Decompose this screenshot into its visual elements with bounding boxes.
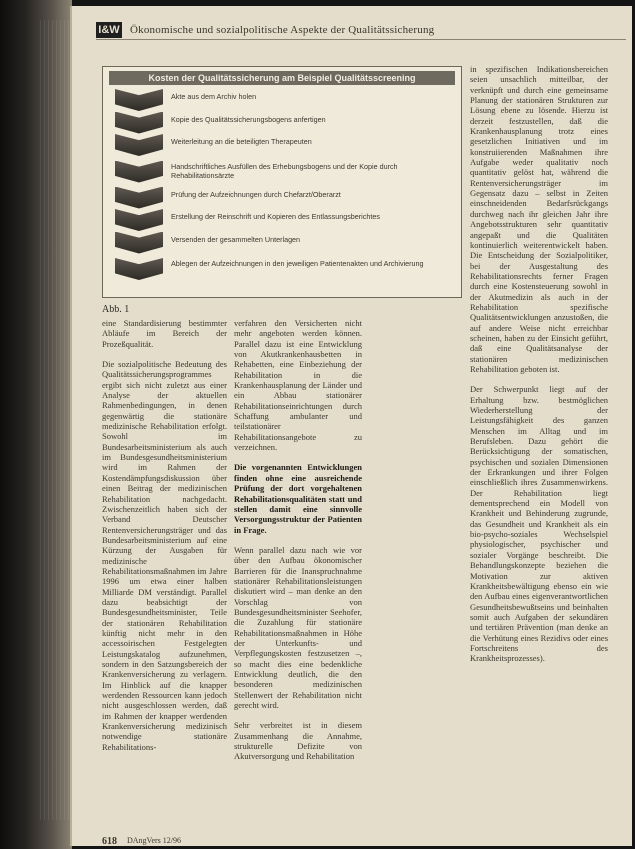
paragraph: in spezifischen Indikationsbereichen seien unsachlich mitteilbar, der verknüpft und durch eine gemeinsame Planung der stationären Strukturen zur Lösung ebene zu lösende. Hierzu ist derzeit festzustellen, daß die Krankenhausplanung trotz eines gesetzlichen Initiativen und im konstruiierenden Maßnahmen ihre Aufgabe weder qualitativ noch quantitativ gelöst hat, während die Rentenversicherungsträger im Gegensatz dazu – selbst in Zeiten einschneidenden Bedarfsrückgangs durchweg nach ihr gleichen Jahr ihre Angebotsstrukturen sehr quantitativ angepaßt und die Qualitäten kontinuierlich weiterentwickelt haben. Die Entscheidung der Sozialpolitiker, bei der Ausgestaltung des Rehabilitationsrechts ferner Fragen durch eine Kostensteuerung sowohl in der Akutmedizin als auch in der Rehabilitation spezifische Qualitätsentwicklungen anzustoßen, die auf andere Weise nicht erreichbar scheinen, haben zu der Einsicht geführt, daß eine Qualitätsanalyse der stationären medizinischen Rehabilitation geboten ist. (470, 64, 608, 374)
paragraph: Wenn parallel dazu nach wie vor über den Aufbau ökonomischer Barrieren für die Inanspruchnahme stationärer Rehabilitationsleistungen diskutiert wird – man denke an den Vorschlag von Bundesgesundheitsminister Seehofer, die Zuzahlung für stationäre Rehabilitationsmaßnahmen in Höhe der Unterkunfts- und Verpflegungskosten festzusetzen –, so macht dies eine bedenkliche Entwicklung deutlich, die den besonderen medizinischen Stellenwert der Rehabilitation nicht gerecht wird. (234, 544, 362, 711)
running-header (96, 20, 626, 40)
step-label: Weiterleitung an die beteiligten Therapeuten (171, 137, 312, 146)
process-step (115, 134, 455, 157)
text-column-2 (234, 318, 362, 826)
text-column-1 (102, 318, 227, 826)
process-step (115, 187, 455, 210)
step-label: Handschriftliches Ausfüllen des Erhebungsbogens und der Kopie durch Rehabilitationsärzte (171, 161, 398, 180)
chevron-arrow-icon (115, 89, 163, 111)
page-stack (40, 20, 70, 820)
process-step (115, 89, 455, 112)
header-title: Ökonomische und sozialpolitische Aspekte der Qualitätssicherung (130, 23, 435, 36)
process-step (115, 209, 455, 232)
paragraph: Der Schwerpunkt liegt auf der Erhaltung bzw. bestmöglichen Wiederherstellung der Leistungsfähigkeit des ganzen Menschen im Alltag und im Berufsleben. Dazu gehört die Berücksichtigung der somatischen, psychischen und sozialen Dimensionen der Erkrankungen und ihrer Folgen einschließlich ihres Zusammenwirkens. Der Rehabilitation liegt dementsprechend ein Modell von Krankheit und Behinderung zugrunde, das Gesundheit und Krankheit als ein bio-psycho-soziales Wechselspiel physiologischer, psychischer und sozialer Vorgänge beschreibt. Die Behandlungskonzepte beziehen die Motivation zur aktiven Krankheitsbewältigung ebenso ein wie den Aufbau eines eigenverantwortlichen Gesundheitsbewußtseins und beinhalten somit auch Aufgaben der sekundären und tertiären Prävention (man denke an die Verhütung eines Rezidivs oder eines Fortschreitens des Krankheitsprozesses). (470, 384, 608, 664)
chevron-arrow-icon (115, 258, 163, 280)
bold-paragraph: Die vorgenannten Entwicklungen finden ohne eine ausreichende Prüfung der dort vorgehaltenen Rehabilitationsqualitäten statt und stellen damit eine sinnvolle Versorgungsstruktur der Patienten in Frage. (234, 462, 362, 535)
figure-caption: Abb. 1 (102, 304, 130, 315)
page-number: 618 (102, 836, 117, 847)
step-label: Akte aus dem Archiv holen (171, 92, 257, 101)
chevron-arrow-icon (115, 134, 163, 156)
step-label: Kopie des Qualitätssicherungsbogens anfertigen (171, 114, 326, 124)
page-footer (102, 836, 181, 847)
process-step (115, 112, 455, 135)
figure-title: Kosten der Qualitätssicherung am Beispiel Qualitätsscreening (109, 71, 455, 85)
journal-issue: DAngVers 12/96 (127, 836, 181, 845)
process-step (115, 254, 455, 284)
process-step (115, 232, 455, 255)
chevron-arrow-icon (115, 232, 163, 254)
paragraph: Die sozialpolitische Bedeutung des Qualitätssicherungsprogrammes ergibt sich nicht zuletzt aus einer Analyse der aktuellen Rahmenbedingungen, in denen gegenwärtig die stationäre medizinische Rehabilitation erfolgt. Sowohl im Bundesarbeitsministerium als auch im Bundesgesundheitsministerium wird im Rahmen der Kostendämpfungsdiskussion über einen Beitrag der medizinischen Rehabilitation nachgedacht. Zwischenzeitlich haben sich der Verband Deutscher Rentenversicherungsträger und das Bundesarbeitsministerium auf eine Kürzung der Ausgaben für medizinische Rehabilitationsmaßnahmen im Jahre 1996 um etwa einer halben Milliarde DM verständigt. Parallel dazu beabsichtigt der Bundesgesundheitsminister, Teile der stationären Rehabilitation künftig nicht mehr in den accessoirischen Festgelegten Leistungskatalog aufzunehmen, sondern in den Satzungsbereich der Krankenversicherung zu verlagern. Im Hinblick auf die knapper werdenden Ressourcen kann jedoch nicht ausgeschlossen werden, daß im Rahmen der knapper werdenden Krankenversicherung medizinisch notwendige stationäre Rehabilitations- (102, 359, 227, 752)
process-steps (115, 89, 455, 294)
step-label: Ablegen der Aufzeichnungen in den jeweiligen Patientenakten und Archivierung (171, 259, 424, 268)
step-label: Erstellung der Reinschrift und Kopieren des Entlassungsberichtes (171, 212, 380, 221)
step-label: Versenden der gesammelten Unterlagen (171, 234, 301, 244)
journal-page (70, 6, 632, 846)
paragraph: verfahren den Versicherten nicht mehr angeboten werden können. Parallel dazu ist eine Entwicklung von Akutkrankenhausbetten in Rehabetten, eine Einbeziehung der Rehabilitation in die Krankenhausplanung der Länder und ein Abbau stationärer Rehabilitationseinrichtungen durch Schaffung ambulanter und teilstationärer Rehabilitationsangebote zu verzeichnen. (234, 318, 362, 453)
paragraph: Sehr verbreitet ist in diesem Zusammenhang die Annahme, strukturelle Defizite von Akutversorgung und Rehabilitation (234, 720, 362, 762)
book-spine (0, 0, 72, 849)
chevron-arrow-icon (115, 161, 163, 183)
journal-logo: I&W (96, 22, 122, 38)
paragraph: eine Standardisierung bestimmter Abläufe im Bereich der Prozeßqualität. (102, 318, 227, 349)
step-label: Prüfung der Aufzeichnungen durch Chefarzt/Oberarzt (171, 189, 341, 199)
process-step (115, 157, 455, 187)
chevron-arrow-icon (115, 112, 163, 134)
text-column-3 (470, 64, 608, 832)
chevron-arrow-icon (115, 209, 163, 231)
figure-box (102, 66, 462, 298)
chevron-arrow-icon (115, 187, 163, 209)
